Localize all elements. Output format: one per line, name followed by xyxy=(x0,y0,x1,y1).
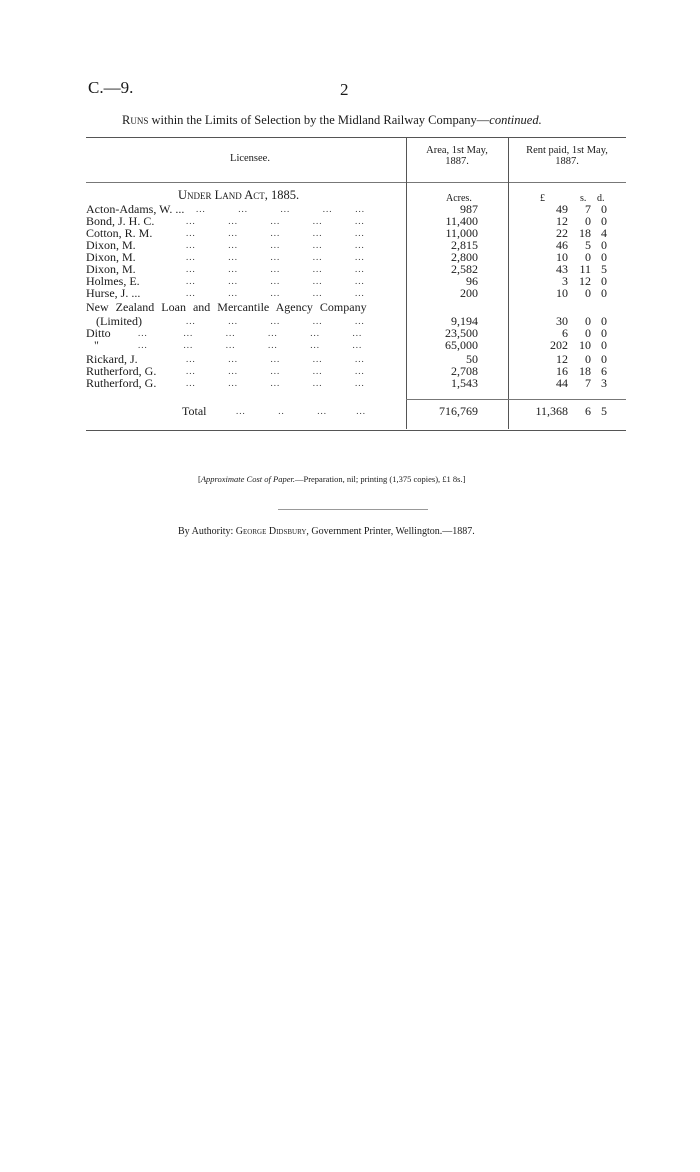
footnote-rest: —Preparation, nil; printing (1,375 copies), £1 8s.] xyxy=(294,474,466,484)
rent-shillings: 7 xyxy=(585,202,591,216)
rent-pence: 0 xyxy=(601,214,607,228)
area-value: 96 xyxy=(466,274,478,288)
page-title xyxy=(122,113,542,128)
total-label: Total xyxy=(182,404,207,418)
licensee-name: Ditto xyxy=(86,326,111,340)
rent-shillings: 0 xyxy=(585,250,591,264)
area-value: 9,194 xyxy=(451,314,478,328)
area-value: 2,800 xyxy=(451,250,478,264)
title-main: within the Limits of Selection by the Midland Railway Company— xyxy=(148,113,490,127)
rent-shillings: 0 xyxy=(585,314,591,328)
rent-pence: 0 xyxy=(601,202,607,216)
licensee-name: Hurse, J. ... xyxy=(86,286,141,300)
authority-prefix: By Authority: xyxy=(178,526,236,537)
header-area xyxy=(406,145,508,167)
rent-pounds: 22 xyxy=(556,226,568,240)
licensee-name: Holmes, E. xyxy=(86,274,140,288)
licensee-name: Dixon, M. xyxy=(86,250,136,264)
licensee-name: Acton-Adams, W. ... xyxy=(86,202,185,216)
licensee-name: Bond, J. H. C. xyxy=(86,214,155,228)
leader-dots: ... .. ... ... xyxy=(236,406,366,416)
rent-pounds: 10 xyxy=(556,286,568,300)
area-value: 50 xyxy=(466,352,478,366)
unit-acres: Acres. xyxy=(446,193,472,204)
licensee-name: Dixon, M. xyxy=(86,262,136,276)
rent-pounds: 202 xyxy=(550,338,568,352)
leader-dots: ... ... ... ... ... ... xyxy=(138,340,363,350)
table-row xyxy=(0,377,700,389)
area-value: 2,708 xyxy=(451,364,478,378)
cost-footnote xyxy=(198,474,465,484)
table-row xyxy=(0,327,700,339)
area-value: 987 xyxy=(460,202,478,216)
header-rent-line1: Rent paid, 1st May, xyxy=(526,145,608,156)
footnote-bracket: [ xyxy=(198,474,201,484)
header-licensee: Licensee. xyxy=(230,153,270,164)
rent-shillings: 10 xyxy=(579,338,591,352)
rent-pounds: 49 xyxy=(556,202,568,216)
rent-shillings: 5 xyxy=(585,238,591,252)
leader-dots: ... ... ... ... ... xyxy=(186,240,365,250)
rent-pounds: 12 xyxy=(556,352,568,366)
leader-dots: ... ... ... ... ... xyxy=(186,252,365,262)
total-area: 716,769 xyxy=(439,404,478,418)
licensee-name: Rutherford, G. xyxy=(86,364,157,378)
authority-suffix: , Government Printer, Wellington.—1887. xyxy=(306,526,475,537)
table-row xyxy=(0,287,700,299)
licensee-name: (Limited) xyxy=(96,314,142,328)
rent-pence: 0 xyxy=(601,314,607,328)
leader-dots: ... ... ... ... ... xyxy=(186,354,365,364)
unit-pounds: £ xyxy=(540,193,545,204)
rent-pounds: 30 xyxy=(556,314,568,328)
title-continued: continued. xyxy=(489,113,542,127)
total-row xyxy=(0,405,700,417)
leader-dots: ... ... ... ... ... xyxy=(186,366,365,376)
area-value: 2,582 xyxy=(451,262,478,276)
rent-pounds: 3 xyxy=(562,274,568,288)
total-pounds: 11,368 xyxy=(535,404,568,418)
leader-dots: ... ... ... ... ... ... xyxy=(138,328,363,338)
rent-pence: 0 xyxy=(601,338,607,352)
rent-pounds: 6 xyxy=(562,326,568,340)
total-pence: 5 xyxy=(601,404,607,418)
leader-dots: ... ... ... ... ... xyxy=(186,316,365,326)
table-bottom-rule xyxy=(86,430,626,431)
table-row xyxy=(0,339,700,351)
rent-pence: 0 xyxy=(601,238,607,252)
printer-authority xyxy=(178,526,475,537)
authority-rule xyxy=(278,509,428,510)
rent-pounds: 46 xyxy=(556,238,568,252)
rent-shillings: 0 xyxy=(585,352,591,366)
area-value: 23,500 xyxy=(445,326,478,340)
rent-shillings: 18 xyxy=(579,226,591,240)
page-number: 2 xyxy=(340,80,349,99)
area-value: 2,815 xyxy=(451,238,478,252)
rent-pence: 4 xyxy=(601,226,607,240)
header-rent xyxy=(508,145,626,167)
leader-dots: ... ... ... ... ... xyxy=(186,228,365,238)
rent-shillings: 11 xyxy=(579,262,591,276)
header-area-line2: 1887. xyxy=(445,156,469,167)
rent-pence: 0 xyxy=(601,326,607,340)
rent-shillings: 0 xyxy=(585,286,591,300)
title-lead: Runs xyxy=(122,113,149,127)
rent-pounds: 43 xyxy=(556,262,568,276)
area-value: 11,000 xyxy=(445,226,478,240)
table-top-rule xyxy=(86,137,626,138)
rent-pence: 6 xyxy=(601,364,607,378)
area-value: 200 xyxy=(460,286,478,300)
leader-dots: ... ... ... ... ... xyxy=(186,288,365,298)
unit-shillings: s. xyxy=(580,193,587,204)
rent-shillings: 18 xyxy=(579,364,591,378)
leader-dots: ... ... ... ... ... xyxy=(196,204,365,214)
licensee-name: New Zealand Loan and Mercantile Agency Company xyxy=(86,300,367,314)
section-heading: Under Land Act, 1885. xyxy=(178,188,300,202)
total-shillings: 6 xyxy=(585,404,591,418)
rent-pence: 0 xyxy=(601,250,607,264)
document-reference: C.—9. xyxy=(88,78,134,97)
leader-dots: ... ... ... ... ... xyxy=(186,216,365,226)
rent-pence: 0 xyxy=(601,352,607,366)
area-value: 1,543 xyxy=(451,376,478,390)
rent-pounds: 10 xyxy=(556,250,568,264)
rent-pounds: 12 xyxy=(556,214,568,228)
area-value: 65,000 xyxy=(445,338,478,352)
rent-pounds: 16 xyxy=(556,364,568,378)
licensee-name: " xyxy=(94,338,99,352)
rent-shillings: 12 xyxy=(579,274,591,288)
rent-pence: 0 xyxy=(601,286,607,300)
licensee-name: Dixon, M. xyxy=(86,238,136,252)
rent-pounds: 44 xyxy=(556,376,568,390)
leader-dots: ... ... ... ... ... xyxy=(186,378,365,388)
rent-shillings: 0 xyxy=(585,326,591,340)
header-area-line1: Area, 1st May, xyxy=(426,145,488,156)
rent-pence: 5 xyxy=(601,262,607,276)
printer-name: George Didsbury xyxy=(235,526,307,537)
total-top-rule xyxy=(406,399,626,400)
leader-dots: ... ... ... ... ... xyxy=(186,276,365,286)
header-bottom-rule xyxy=(86,182,626,183)
rent-shillings: 7 xyxy=(585,376,591,390)
table-row xyxy=(0,301,700,313)
licensee-name: Rickard, J. xyxy=(86,352,138,366)
licensee-name: Cotton, R. M. xyxy=(86,226,153,240)
rent-shillings: 0 xyxy=(585,214,591,228)
rent-pence: 0 xyxy=(601,274,607,288)
footnote-italic: Approximate Cost of Paper. xyxy=(200,474,295,484)
area-value: 11,400 xyxy=(445,214,478,228)
rent-pence: 3 xyxy=(601,376,607,390)
header-rent-line2: 1887. xyxy=(555,156,579,167)
licensee-name: Rutherford, G. xyxy=(86,376,157,390)
unit-pence: d. xyxy=(597,193,605,204)
leader-dots: ... ... ... ... ... xyxy=(186,264,365,274)
